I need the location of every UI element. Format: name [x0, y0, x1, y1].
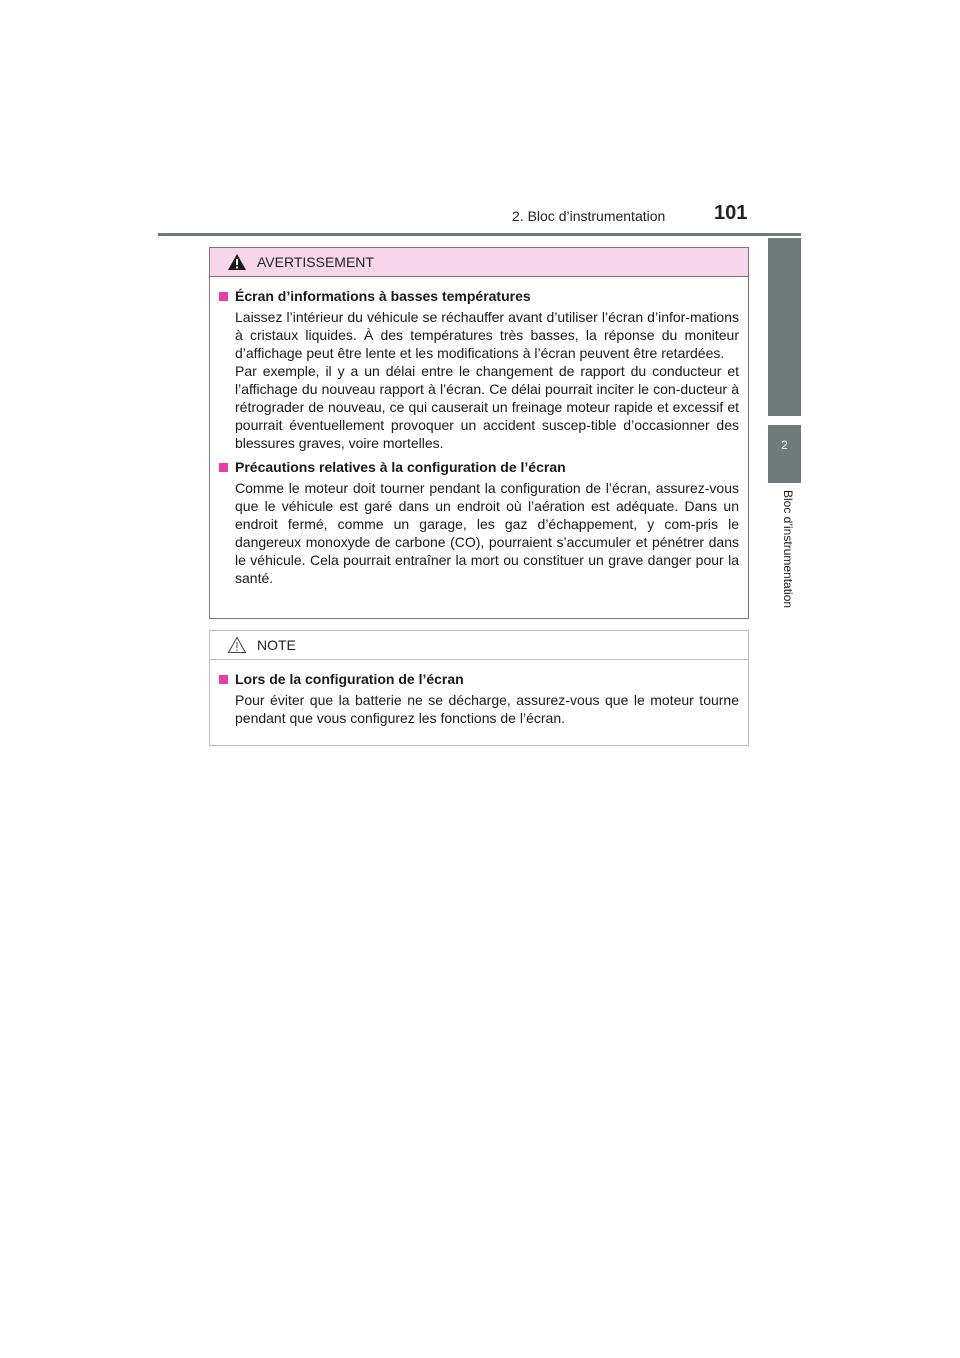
note-header: [210, 631, 748, 660]
chapter-tab: 2: [768, 425, 801, 483]
section-heading: Précautions relatives à la configuration de l’écran: [235, 459, 566, 475]
header-rule: [158, 233, 801, 236]
warning-header: [210, 248, 748, 277]
caution-outline-icon: [227, 636, 247, 654]
warning-title: AVERTISSEMENT: [257, 254, 374, 270]
square-bullet-icon: [219, 675, 228, 684]
square-bullet-icon: [219, 292, 228, 301]
warning-box: [209, 247, 749, 619]
warning-section: [219, 458, 739, 587]
square-bullet-icon: [219, 463, 228, 472]
section-paragraph: Pour éviter que la batterie ne se décharge, assurez-vous que le moteur tourne pendant que vous configurez les fonctions de l’écran.: [235, 692, 739, 726]
page-number: 101: [714, 202, 748, 224]
section-heading: Lors de la configuration de l’écran: [235, 671, 464, 687]
warning-icon: [227, 253, 247, 271]
section-paragraph: Comme le moteur doit tourner pendant la configuration de l’écran, assurez-vous que le véhicule est garé dans un endroit où l’aération est adéquate. Dans un endroit fermé, comme un garage, les gaz d’échappement, y com-pris le dangereux monoxyde de carbone (CO), pourraient s’accumuler et pénétrer dans le véhicule. Cela pourrait entraîner la mort ou constituer un grave danger pour la santé.: [235, 480, 739, 586]
note-section: [219, 670, 739, 727]
note-box: [209, 630, 749, 746]
header-section-title: 2. Bloc d’instrumentation: [512, 208, 666, 224]
note-title: NOTE: [257, 637, 296, 653]
section-paragraph: Par exemple, il y a un délai entre le changement de rapport du conducteur et l’affichage du nouveau rapport à l’écran. Ce délai pourrait inciter le con-ducteur à rétrograder de nouveau, ce qui causerait un freinage moteur rapide et excessif et pourrait éventuellement provoquer un accident suscep-tible d’occasionner des blessures graves, voire mortelles.: [235, 363, 739, 451]
section-heading: Écran d’informations à basses températures: [235, 288, 531, 304]
warning-section: [219, 287, 739, 452]
side-bar: [768, 238, 801, 416]
section-paragraph: Laissez l’intérieur du véhicule se réchauffer avant d’utiliser l’écran d’infor-mations à cristaux liquides. À des températures très basses, la réponse du moniteur d’affichage peut être lente et les modifications à l’écran peuvent être retardées.: [235, 309, 739, 361]
chapter-label: Bloc d’instrumentation: [781, 490, 795, 609]
